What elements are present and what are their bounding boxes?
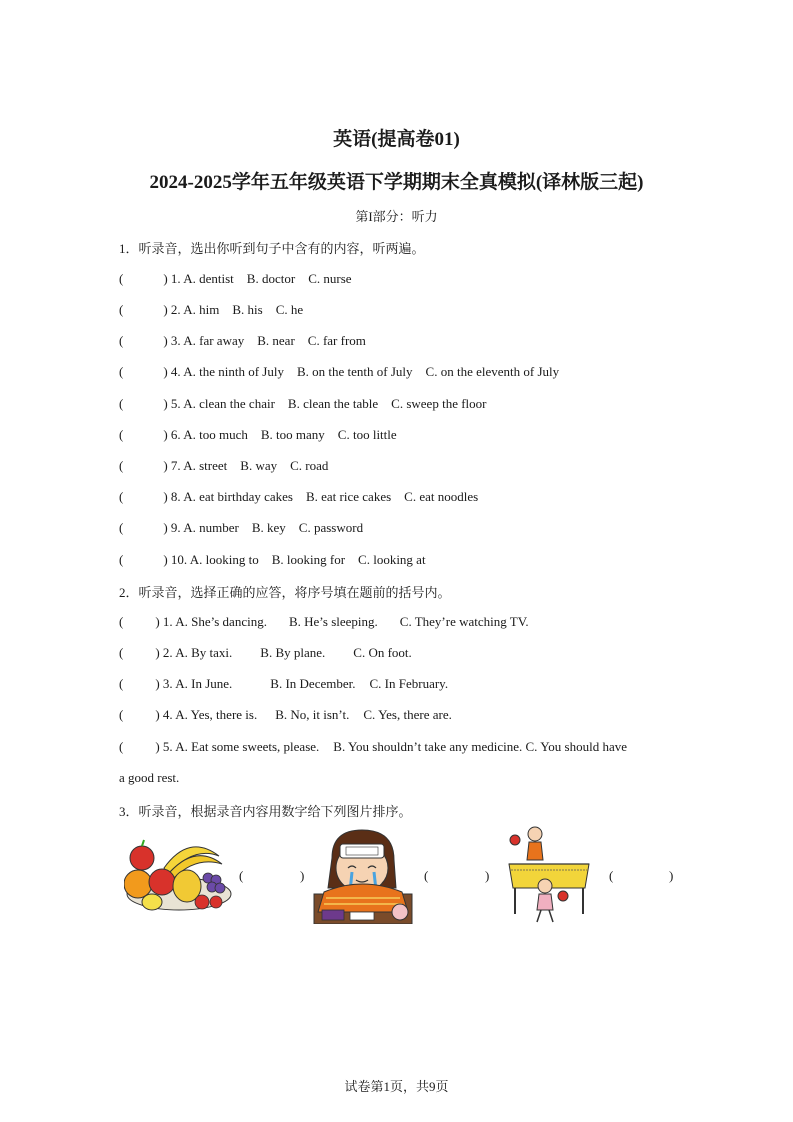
part1-item-2 xyxy=(119,302,303,318)
part2-item-3 xyxy=(119,676,448,692)
paren-open: ( xyxy=(119,302,124,317)
option-b: B. You shouldn’t take any medicine. xyxy=(333,739,523,754)
item-number: ) 3. xyxy=(155,676,173,691)
part1-item-3 xyxy=(119,333,366,349)
option-c: C. password xyxy=(298,520,364,535)
fruit-picture xyxy=(124,838,234,914)
paren-open: ( xyxy=(119,458,124,473)
part2-item-5-continuation: a good rest. xyxy=(119,770,180,785)
paren-open: ( xyxy=(119,396,124,411)
answer-blank-2-close: ) xyxy=(485,868,490,883)
option-b: B. way xyxy=(240,458,278,473)
option-b: B. looking for xyxy=(271,552,346,567)
item-number: ) 4. xyxy=(155,707,173,722)
paren-open: ( xyxy=(119,614,124,629)
option-a: A. looking to xyxy=(189,552,259,567)
part2-item-2 xyxy=(119,645,412,661)
item-number: ) 8. xyxy=(163,489,181,504)
paren-open: ( xyxy=(119,676,124,691)
part2-item-4 xyxy=(119,707,452,723)
item-number: ) 1. xyxy=(163,271,181,286)
option-c: C. he xyxy=(275,302,304,317)
option-a: A. the ninth of July xyxy=(183,364,284,379)
option-c: C. looking at xyxy=(358,552,426,567)
paren-open: ( xyxy=(119,364,124,379)
option-a: A. far away xyxy=(183,333,245,348)
option-b: B. clean the table xyxy=(287,396,379,411)
item-number: ) 7. xyxy=(163,458,181,473)
option-b: B. near xyxy=(257,333,295,348)
item-number: ) 2. xyxy=(155,645,173,660)
option-c: C. You should have xyxy=(525,739,628,754)
option-a: A. clean the chair xyxy=(183,396,275,411)
part1-item-8 xyxy=(119,489,478,505)
option-b: B. doctor xyxy=(246,271,296,286)
option-c: C. too little xyxy=(337,427,397,442)
option-a: A. street xyxy=(183,458,228,473)
item-number: ) 5. xyxy=(155,739,173,754)
option-b: B. too many xyxy=(260,427,325,442)
table-tennis-picture xyxy=(505,826,593,924)
option-a: A. eat birthday cakes xyxy=(183,489,293,504)
option-a: A. In June. xyxy=(175,676,233,691)
item-number: ) 10. xyxy=(163,552,188,567)
page-subtitle: 2024-2025学年五年级英语下学期期末全真模拟(译林版三起) xyxy=(149,172,644,193)
sick-girl-picture xyxy=(312,828,414,924)
option-a: A. She’s dancing. xyxy=(175,614,267,629)
item-number: ) 5. xyxy=(163,396,181,411)
option-c: C. Yes, there are. xyxy=(363,707,452,722)
option-c: C. far from xyxy=(307,333,366,348)
option-a: A. him xyxy=(183,302,220,317)
option-b: B. By plane. xyxy=(260,645,326,660)
answer-blank-1-open: ( xyxy=(239,868,244,883)
answer-blank-3-open: ( xyxy=(609,868,614,883)
part1-item-9 xyxy=(119,520,363,536)
item-number: ) 6. xyxy=(163,427,181,442)
option-b: B. key xyxy=(251,520,286,535)
part2-item-1 xyxy=(119,614,529,630)
part1-item-6 xyxy=(119,427,397,443)
option-a: A. Eat some sweets, please. xyxy=(175,739,320,754)
option-a: A. By taxi. xyxy=(175,645,233,660)
item-number: ) 4. xyxy=(163,364,181,379)
option-a: A. Yes, there is. xyxy=(175,707,258,722)
option-b: B. on the tenth of July xyxy=(296,364,413,379)
option-a: A. dentist xyxy=(183,271,234,286)
paren-open: ( xyxy=(119,552,124,567)
option-b: B. his xyxy=(232,302,263,317)
paren-open: ( xyxy=(119,645,124,660)
paren-open: ( xyxy=(119,739,124,754)
answer-blank-3-close: ) xyxy=(669,868,674,883)
item-number: ) 3. xyxy=(163,333,181,348)
paren-open: ( xyxy=(119,427,124,442)
part1-item-7 xyxy=(119,458,328,474)
item-number: ) 9. xyxy=(163,520,181,535)
option-b: B. In December. xyxy=(270,676,356,691)
part2-heading: 2．听录音，选择正确的应答，将序号填在题前的括号内。 xyxy=(119,585,451,600)
option-c: C. On foot. xyxy=(353,645,412,660)
part1-heading: 1．听录音，选出你听到句子中含有的内容，听两遍。 xyxy=(119,241,425,256)
option-a: A. number xyxy=(183,520,239,535)
option-c: C. In February. xyxy=(369,676,449,691)
item-number: ) 1. xyxy=(155,614,173,629)
page-footer: 试卷第1页，共9页 xyxy=(344,1079,449,1094)
option-b: B. He’s sleeping. xyxy=(288,614,378,629)
paren-open: ( xyxy=(119,271,124,286)
answer-blank-2-open: ( xyxy=(424,868,429,883)
part1-item-10 xyxy=(119,552,426,568)
page-title: 英语(提高卷01) xyxy=(333,129,460,150)
option-b: B. No, it isn’t. xyxy=(275,707,350,722)
paren-open: ( xyxy=(119,707,124,722)
part1-item-5 xyxy=(119,396,486,412)
part2-item-5 xyxy=(119,739,627,755)
option-a: A. too much xyxy=(183,427,248,442)
answer-blank-1-close: ) xyxy=(300,868,305,883)
paren-open: ( xyxy=(119,489,124,504)
option-b: B. eat rice cakes xyxy=(305,489,392,504)
paren-open: ( xyxy=(119,520,124,535)
part3-heading: 3．听录音，根据录音内容用数字给下列图片排序。 xyxy=(119,804,412,819)
option-c: C. sweep the floor xyxy=(391,396,487,411)
part1-item-4 xyxy=(119,364,559,380)
section-label: 第I部分：听力 xyxy=(355,209,438,224)
option-c: C. They’re watching TV. xyxy=(399,614,529,629)
item-number: ) 2. xyxy=(163,302,181,317)
option-c: C. road xyxy=(290,458,329,473)
option-c: C. eat noodles xyxy=(404,489,479,504)
part1-item-1 xyxy=(119,271,352,287)
option-c: C. nurse xyxy=(308,271,352,286)
option-c: C. on the eleventh of July xyxy=(425,364,560,379)
paren-open: ( xyxy=(119,333,124,348)
